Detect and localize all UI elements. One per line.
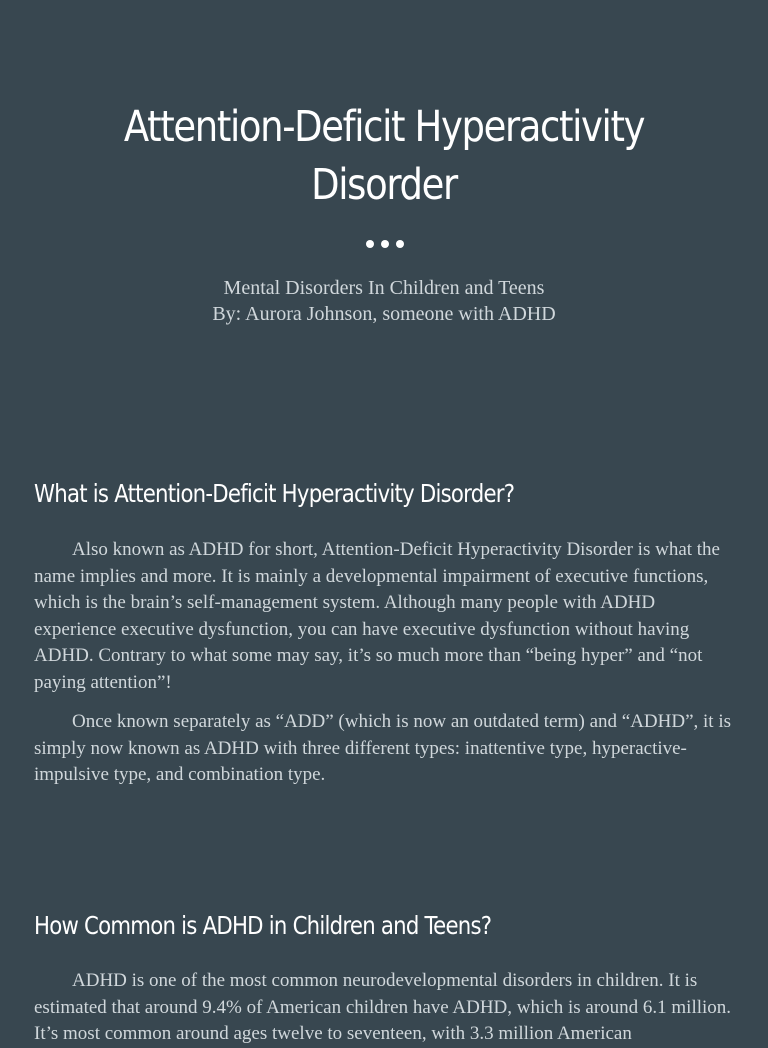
section-heading-what-is-adhd: What is Attention-Deficit Hyperactivity Disorder? <box>34 479 515 508</box>
page-title: Attention-Deficit Hyperactivity Disorder <box>123 102 645 210</box>
paragraph: Once known separately as “ADD” (which is now an outdated term) and “ADHD”, it is simply now known as ADHD with three different types: inattentive type, hyperactive-impulsive type, and combination type. <box>34 711 731 785</box>
title-divider-dots <box>366 240 404 248</box>
author-line: By: Aurora Johnson, someone with ADHD <box>212 303 556 325</box>
divider-dot <box>396 240 404 248</box>
paragraph: Also known as ADHD for short, Attention-Deficit Hyperactivity Disorder is what the name implies and more. It is mainly a developmental impairment of executive functions, which is the brain’s self-management system. Although many people with ADHD experience executive dysfunction, you can have executive dysfunction without having ADHD. Contrary to what some may say, it’s so much more than “being hyper” and “not paying attention”! <box>34 539 720 693</box>
divider-dot <box>381 240 389 248</box>
divider-dot <box>366 240 374 248</box>
subtitle-line: Mental Disorders In Children and Teens <box>223 277 545 299</box>
subtitle-block <box>40 275 728 327</box>
paragraph: ADHD is one of the most common neurodevelopmental disorders in children. It is estimated that around 9.4% of American children have ADHD, which is around 6.1 million. It’s most common around ages twelve to seventeen, with 3.3 million American <box>34 970 732 1044</box>
section-heading-how-common: How Common is ADHD in Children and Teens? <box>34 911 492 940</box>
